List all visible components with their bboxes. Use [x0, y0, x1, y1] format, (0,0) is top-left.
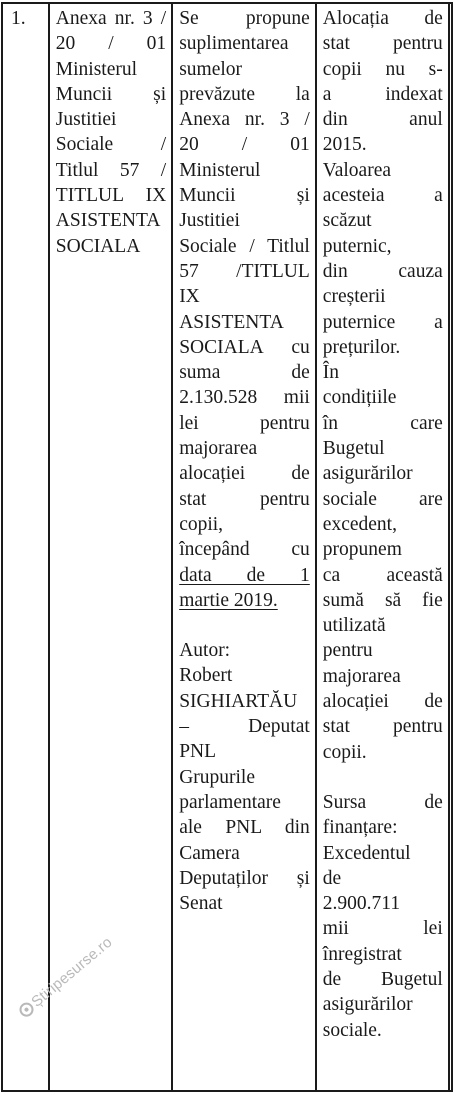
- text-line: acesteia a: [322, 185, 443, 207]
- text-line: martie 2019.: [179, 589, 278, 611]
- proposal-text: [179, 6, 310, 613]
- text-line: Camera: [179, 842, 240, 864]
- text-line: sumă să fie: [322, 589, 443, 611]
- table-row: [2, 3, 452, 1091]
- text-line: Senat: [179, 893, 223, 915]
- text-line: prețurilor.: [322, 336, 401, 358]
- text-line: începând cu: [179, 539, 310, 561]
- vote-cell: [449, 3, 452, 1091]
- amendment-table: [1, 2, 453, 1092]
- text-line: excedent,: [322, 513, 397, 535]
- text-line: suplimentarea: [179, 33, 289, 55]
- text-line: IX: [179, 286, 200, 308]
- text-line: de: [322, 867, 342, 889]
- row-number-cell: [2, 3, 49, 1091]
- text-line: Alocația de: [322, 8, 443, 29]
- text-line: condițiile: [322, 387, 397, 409]
- text-line: pentru: [322, 640, 373, 662]
- proposal-cell: [172, 3, 316, 1091]
- row-number: 1.: [11, 8, 26, 29]
- motivation-cell: [316, 3, 449, 1091]
- funding-source-text: [323, 790, 443, 1043]
- text-line: SOCIALA cu: [179, 336, 310, 358]
- text-line: 2.130.528 mii: [179, 387, 310, 409]
- text-line: Bugetul: [322, 438, 385, 460]
- text-line: – Deputat: [179, 716, 310, 738]
- text-line: majorarea: [322, 665, 401, 687]
- text-line: TITLUL IX: [55, 185, 167, 207]
- text-line: Muncii și: [55, 83, 167, 105]
- text-line: Robert: [179, 665, 233, 687]
- text-line: ca această: [322, 564, 443, 586]
- text-line: asigurărilor: [322, 463, 413, 485]
- text-line: majorarea: [179, 438, 258, 460]
- text-line: alocației de: [322, 691, 443, 713]
- text-line: sociale.: [322, 1019, 382, 1041]
- text-line: Sociale /: [55, 134, 167, 156]
- text-line: Grupurile: [179, 766, 255, 788]
- text-line: sumelor: [179, 58, 243, 80]
- text-line: stat pentru: [322, 33, 443, 55]
- text-line: suma de: [179, 362, 310, 384]
- text-line: a indexat: [322, 83, 443, 105]
- text-line: stat pentru: [179, 488, 310, 510]
- text-line: 20 / 01: [55, 33, 167, 55]
- text-line: parlamentare: [179, 791, 281, 813]
- text-line: Titlul 57 /: [55, 159, 167, 181]
- text-line: PNL: [179, 741, 217, 763]
- text-line: Ministerul: [179, 159, 261, 181]
- text-line: din anul: [322, 109, 443, 131]
- text-line: creșterii: [322, 286, 386, 308]
- text-line: 2.900.711: [322, 893, 401, 915]
- text-line: Deputaților și: [179, 867, 310, 889]
- motivation-text: [323, 6, 443, 765]
- text-line: stat pentru: [322, 716, 443, 738]
- text-line: data de 1: [179, 564, 310, 586]
- watermark-text: Știripesurse.ro: [28, 933, 116, 1011]
- text-line: ASISTENTA: [179, 311, 284, 333]
- text-line: lei pentru: [179, 412, 310, 434]
- text-line: SIGHIARTĂU: [179, 690, 298, 712]
- text-line: scăzut: [322, 210, 372, 232]
- text-line: Anexa nr. 3 /: [55, 8, 167, 29]
- text-line: ale PNL din: [179, 817, 310, 839]
- text-line: 57 /TITLUL: [179, 260, 310, 282]
- text-line: puternice a: [322, 311, 443, 333]
- text-line: Muncii și: [179, 185, 310, 207]
- text-line: copii nu s-: [322, 58, 443, 80]
- text-line: ASISTENTA: [55, 210, 161, 232]
- text-line: propunem: [322, 539, 402, 561]
- reference-cell: [49, 3, 172, 1091]
- text-line: Valoarea: [322, 159, 391, 181]
- text-line: de Bugetul: [322, 968, 443, 990]
- text-line: 2015.: [322, 134, 367, 156]
- text-line: Anexa nr. 3 /: [179, 109, 310, 131]
- text-line: copii,: [179, 513, 224, 535]
- text-line: Ministerul: [55, 58, 138, 80]
- author-text: [179, 638, 310, 916]
- text-line: Sociale / Titlul: [179, 235, 310, 257]
- text-line: utilizată: [322, 615, 386, 637]
- text-line: puternic,: [322, 235, 392, 257]
- text-line: sociale are: [322, 488, 443, 510]
- text-line: Justitiei: [55, 109, 117, 131]
- text-line: Sursa de: [322, 791, 443, 813]
- text-line: Autor:: [179, 640, 231, 662]
- text-line: din cauza: [322, 260, 443, 282]
- text-line: în care: [322, 412, 443, 434]
- text-line: Se propune: [179, 8, 310, 29]
- reference-text: [56, 6, 166, 259]
- text-line: prevăzute la: [179, 83, 310, 105]
- text-line: mii lei: [322, 918, 443, 940]
- text-line: înregistrat: [322, 943, 402, 965]
- text-line: 20 / 01: [179, 134, 310, 156]
- text-line: În: [322, 362, 340, 384]
- text-line: asigurărilor: [322, 994, 413, 1016]
- text-line: finanțare:: [322, 817, 398, 839]
- text-line: SOCIALA: [55, 235, 141, 257]
- text-line: Excedentul: [322, 842, 411, 864]
- text-line: Justitiei: [179, 210, 240, 232]
- text-line: copii.: [322, 741, 367, 763]
- text-line: alocației de: [179, 463, 310, 485]
